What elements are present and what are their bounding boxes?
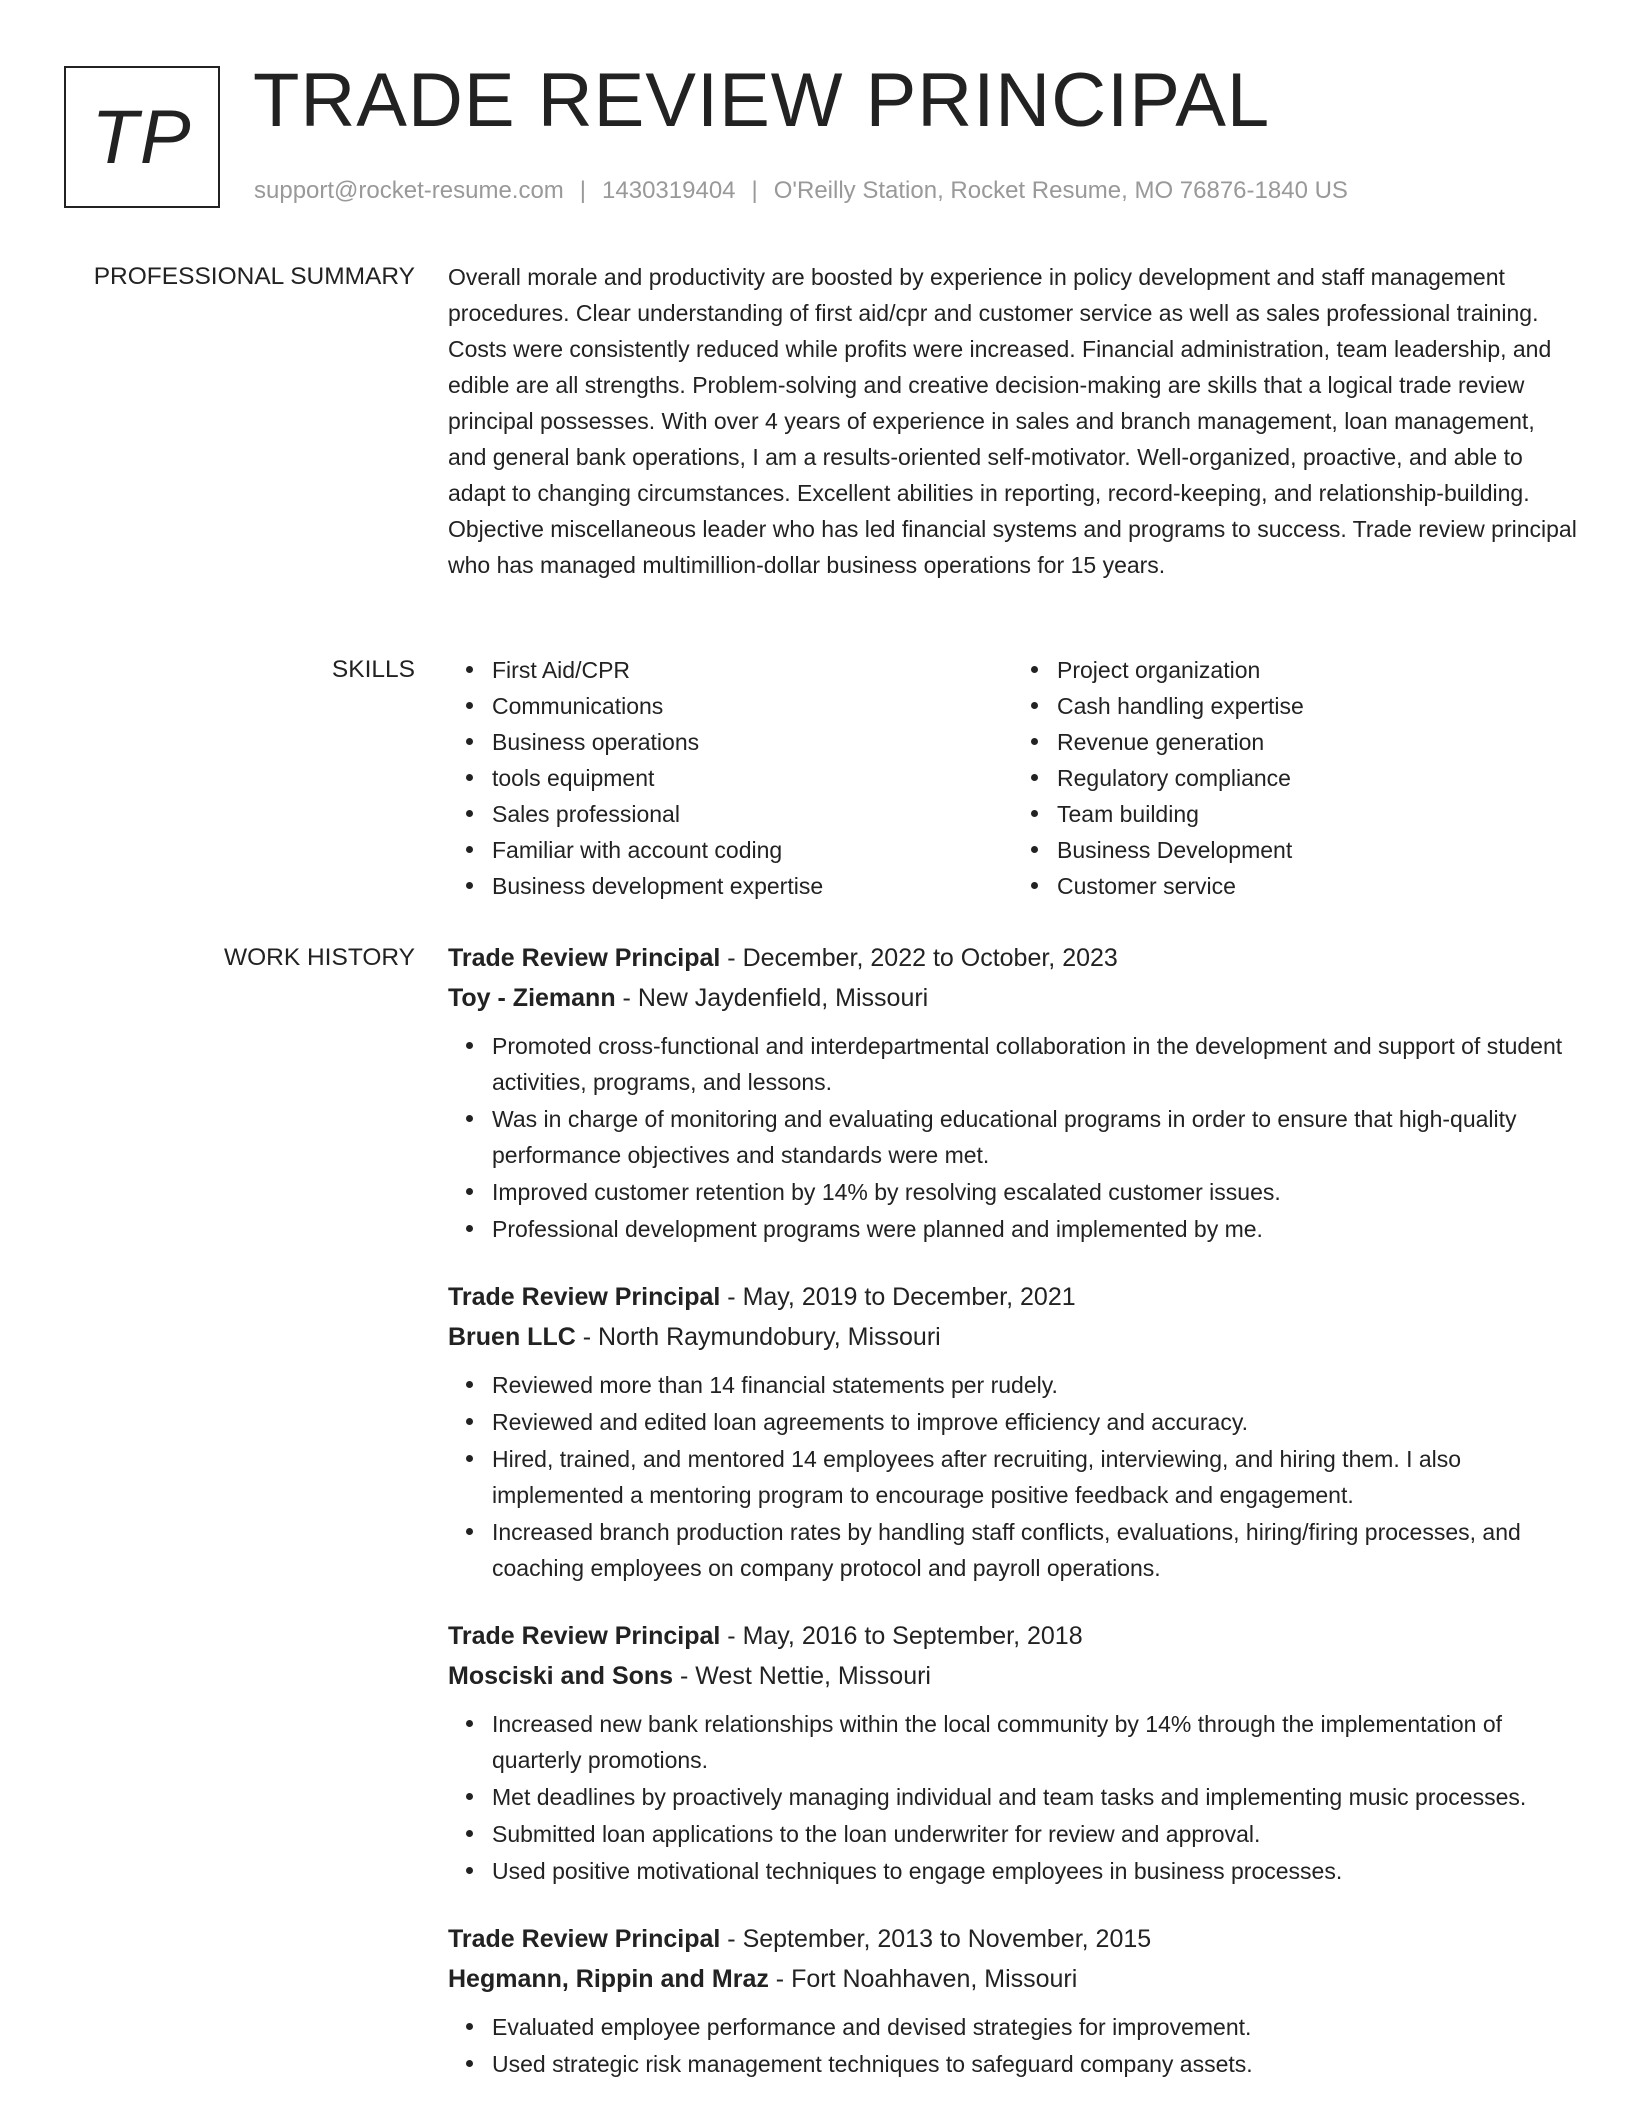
- skill-item: Revenue generation: [1057, 724, 1578, 760]
- job-bullet: Met deadlines by proactively managing individual and team tasks and implementing music processes.: [492, 1779, 1578, 1815]
- job-bullets: [448, 2009, 1578, 2082]
- job-bullet: Reviewed more than 14 financial statements per rudely.: [492, 1367, 1578, 1403]
- summary-text: Overall morale and productivity are boosted by experience in policy development and staff management procedures. Clear understanding of first aid/cpr and customer service as well as sales professional training. Costs were consistently reduced while profits were increased. Financial administration, team leadership, and edible are all strengths. Problem-solving and creative decision-making are skills that a logical trade review principal possesses. With over 4 years of experience in sales and branch management, loan management, and general bank operations, I am a results-oriented self-motivator. Well-organized, proactive, and able to adapt to changing circumstances. Excellent abilities in reporting, record-keeping, and relationship-building. Objective miscellaneous leader who has led financial systems and programs to success. Trade review principal who has managed multimillion-dollar business operations for 15 years.: [448, 264, 1577, 578]
- job-dates: May, 2016 to September, 2018: [742, 1622, 1083, 1650]
- skills-list-left: [448, 652, 1013, 904]
- skill-item: Customer service: [1057, 868, 1578, 904]
- job-company-line: Hegmann, Rippin and Mraz - Fort Noahhaven, Missouri: [448, 1965, 1078, 1993]
- job-bullet: Reviewed and edited loan agreements to improve efficiency and accuracy.: [492, 1404, 1578, 1440]
- resume-title: TRADE REVIEW PRINCIPAL: [253, 58, 1271, 143]
- skills-list-right: [1013, 652, 1578, 904]
- skill-item: Cash handling expertise: [1057, 688, 1578, 724]
- job-title-line: Trade Review Principal - May, 2019 to December, 2021: [448, 1283, 1076, 1311]
- skills-columns: [448, 652, 1578, 904]
- skill-item: Regulatory compliance: [1057, 760, 1578, 796]
- job-bullet: Used positive motivational techniques to engage employees in business processes.: [492, 1853, 1578, 1889]
- job-company: Mosciski and Sons: [448, 1662, 674, 1690]
- monogram-initials: TP: [91, 94, 193, 180]
- job-bullet: Evaluated employee performance and devised strategies for improvement.: [492, 2009, 1578, 2045]
- skill-item: Team building: [1057, 796, 1578, 832]
- job-company-line: Bruen LLC - North Raymundobury, Missouri: [448, 1323, 941, 1351]
- job-company: Hegmann, Rippin and Mraz: [448, 1965, 769, 1993]
- job-entry: [448, 1616, 1578, 1889]
- job-dates: September, 2013 to November, 2015: [742, 1925, 1152, 1953]
- job-bullet: Used strategic risk management techniques to safeguard company assets.: [492, 2046, 1578, 2082]
- job-company-line: Toy - Ziemann - New Jaydenfield, Missouri: [448, 984, 929, 1012]
- job-dates: May, 2019 to December, 2021: [742, 1283, 1076, 1311]
- summary-body: [448, 259, 1578, 583]
- job-bullet: Promoted cross-functional and interdepartmental collaboration in the development and support of student activities, programs, and lessons.: [492, 1028, 1578, 1100]
- contact-address: O'Reilly Station, Rocket Resume, MO 76876-1840 US: [773, 177, 1348, 204]
- contact-email: support@rocket-resume.com: [254, 177, 564, 204]
- job-bullets: [448, 1706, 1578, 1889]
- contact-separator: |: [751, 177, 758, 204]
- job-title: Trade Review Principal: [448, 1925, 721, 1953]
- job-title-line: Trade Review Principal - September, 2013 to November, 2015: [448, 1925, 1152, 1953]
- job-location: North Raymundobury, Missouri: [598, 1323, 941, 1351]
- job-bullets: [448, 1367, 1578, 1586]
- skill-item: Business Development: [1057, 832, 1578, 868]
- summary-label: PROFESSIONAL SUMMARY: [93, 263, 415, 290]
- skill-item: Business operations: [492, 724, 1013, 760]
- job-company: Bruen LLC: [448, 1323, 576, 1351]
- job-location: West Nettie, Missouri: [695, 1662, 931, 1690]
- skill-item: Familiar with account coding: [492, 832, 1013, 868]
- job-company: Toy - Ziemann: [448, 984, 616, 1012]
- work-history-label: WORK HISTORY: [223, 944, 415, 971]
- job-location: New Jaydenfield, Missouri: [637, 984, 929, 1012]
- job-bullet: Professional development programs were planned and implemented by me.: [492, 1211, 1578, 1247]
- job-entry: [448, 1277, 1578, 1586]
- skill-item: Sales professional: [492, 796, 1013, 832]
- skill-item: Communications: [492, 688, 1013, 724]
- skill-item: tools equipment: [492, 760, 1013, 796]
- job-entry: [448, 1919, 1578, 2082]
- job-title: Trade Review Principal: [448, 944, 721, 972]
- job-bullet: Increased branch production rates by handling staff conflicts, evaluations, hiring/firing processes, and coaching employees on company protocol and payroll operations.: [492, 1514, 1578, 1586]
- skill-item: Project organization: [1057, 652, 1578, 688]
- job-title-line: Trade Review Principal - May, 2016 to September, 2018: [448, 1622, 1083, 1650]
- job-bullet: Hired, trained, and mentored 14 employees after recruiting, interviewing, and hiring them. I also implemented a mentoring program to encourage positive feedback and engagement.: [492, 1441, 1578, 1513]
- job-bullet: Increased new bank relationships within the local community by 14% through the implementation of quarterly promotions.: [492, 1706, 1578, 1778]
- job-bullet: Was in charge of monitoring and evaluating educational programs in order to ensure that high-quality performance objectives and standards were met.: [492, 1101, 1578, 1173]
- job-entry: [448, 938, 1578, 1247]
- skills-body: [448, 652, 1578, 904]
- job-bullet: Improved customer retention by 14% by resolving escalated customer issues.: [492, 1174, 1578, 1210]
- job-dates: December, 2022 to October, 2023: [742, 944, 1118, 972]
- job-bullets: [448, 1028, 1578, 1247]
- contact-phone: 1430319404: [602, 177, 736, 204]
- job-bullet: Submitted loan applications to the loan underwriter for review and approval.: [492, 1816, 1578, 1852]
- skill-item: Business development expertise: [492, 868, 1013, 904]
- skill-item: First Aid/CPR: [492, 652, 1013, 688]
- monogram-box: [64, 66, 220, 208]
- skills-label: SKILLS: [331, 656, 415, 683]
- job-location: Fort Noahhaven, Missouri: [791, 1965, 1078, 1993]
- work-history-body: [448, 938, 1578, 2112]
- job-title: Trade Review Principal: [448, 1283, 721, 1311]
- job-title-line: Trade Review Principal - December, 2022 to October, 2023: [448, 944, 1118, 972]
- job-company-line: Mosciski and Sons - West Nettie, Missouri: [448, 1662, 931, 1690]
- contact-separator: |: [579, 177, 587, 204]
- job-title: Trade Review Principal: [448, 1622, 721, 1650]
- contact-line: [254, 174, 1348, 208]
